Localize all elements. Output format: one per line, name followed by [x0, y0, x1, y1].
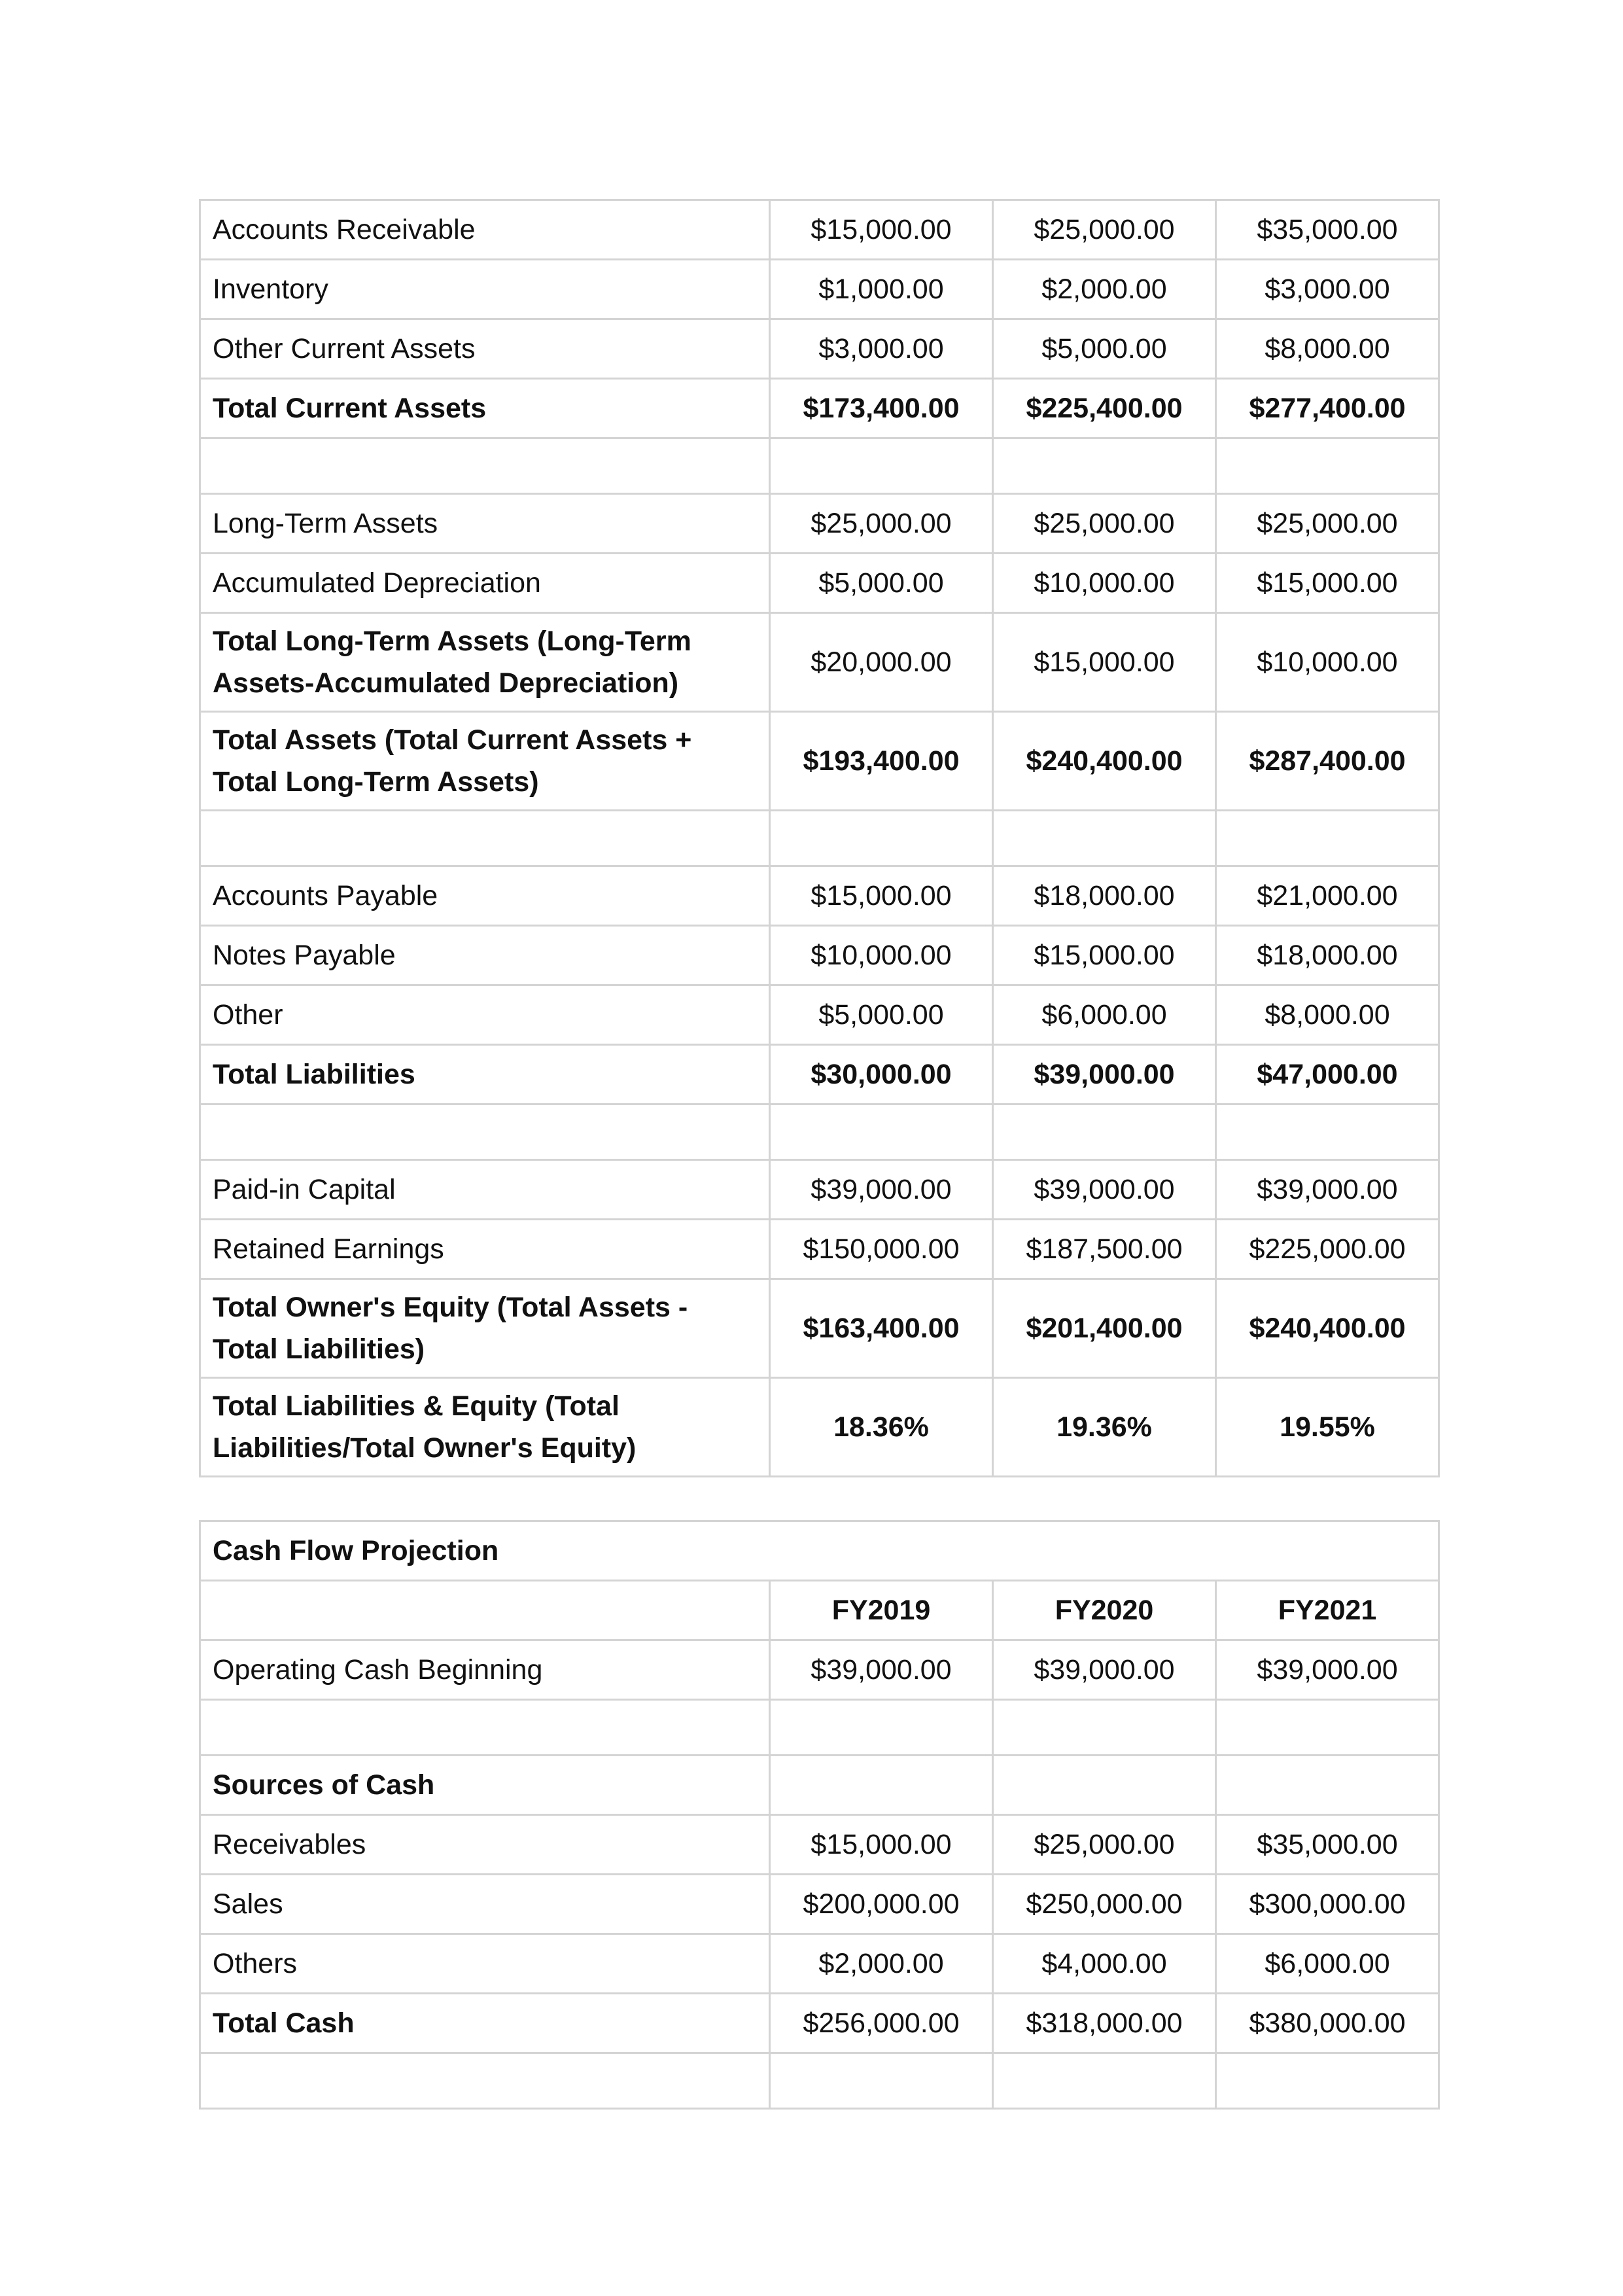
balance-sheet-table	[199, 199, 1440, 1477]
table-row	[200, 494, 1439, 554]
table-row	[200, 319, 1439, 379]
cell-fy2019: $39,000.00	[770, 1160, 993, 1220]
cell-fy2020: $39,000.00	[993, 1045, 1216, 1104]
cell-fy2020: $25,000.00	[993, 1815, 1216, 1875]
empty-cell	[770, 1700, 993, 1756]
cell-fy2020: $18,000.00	[993, 866, 1216, 926]
cell-fy2020: $6,000.00	[993, 985, 1216, 1045]
cell-fy2019: $20,000.00	[770, 613, 993, 712]
row-label: Long-Term Assets	[200, 494, 770, 554]
cell-fy2019: $5,000.00	[770, 985, 993, 1045]
table-row	[200, 712, 1439, 811]
cell-fy2020: $25,000.00	[993, 200, 1216, 260]
empty-cell	[200, 1700, 770, 1756]
empty-cell	[1216, 1104, 1439, 1160]
cell-fy2019: $256,000.00	[770, 1994, 993, 2053]
cell-fy2020: $187,500.00	[993, 1220, 1216, 1279]
row-label: Total Assets (Total Current Assets + Total Long-Term Assets)	[200, 712, 770, 811]
row-label: Inventory	[200, 260, 770, 319]
cell-fy2019: $5,000.00	[770, 554, 993, 613]
cell-fy2019: 18.36%	[770, 1378, 993, 1477]
row-label: Total Liabilities	[200, 1045, 770, 1104]
cell-fy2020: $201,400.00	[993, 1279, 1216, 1378]
row-label: Operating Cash Beginning	[200, 1640, 770, 1700]
cell-fy2020: $25,000.00	[993, 494, 1216, 554]
row-label: Retained Earnings	[200, 1220, 770, 1279]
cell-fy2019: $150,000.00	[770, 1220, 993, 1279]
cell-fy2021: $39,000.00	[1216, 1640, 1439, 1700]
cell-fy2021: $35,000.00	[1216, 1815, 1439, 1875]
cell-fy2020: $39,000.00	[993, 1160, 1216, 1220]
row-label: Total Owner's Equity (Total Assets - Total Liabilities)	[200, 1279, 770, 1378]
row-label: Total Current Assets	[200, 379, 770, 438]
cash-flow-table	[199, 1520, 1440, 2110]
empty-cell	[993, 811, 1216, 866]
cell-fy2020: $240,400.00	[993, 712, 1216, 811]
cell-fy2020: $10,000.00	[993, 554, 1216, 613]
empty-cell	[1216, 2053, 1439, 2109]
cell-fy2021: $287,400.00	[1216, 712, 1439, 811]
header-fy2019: FY2019	[770, 1581, 993, 1640]
empty-cell	[993, 438, 1216, 494]
section-label: Sources of Cash	[200, 1756, 770, 1815]
row-label: Paid-in Capital	[200, 1160, 770, 1220]
cell-fy2021: $18,000.00	[1216, 926, 1439, 985]
row-label: Receivables	[200, 1815, 770, 1875]
empty-cell	[770, 811, 993, 866]
empty-cell	[993, 2053, 1216, 2109]
cell-fy2021: $39,000.00	[1216, 1160, 1439, 1220]
cell-fy2019: $200,000.00	[770, 1875, 993, 1934]
cell-fy2019: $193,400.00	[770, 712, 993, 811]
cell-fy2020: $4,000.00	[993, 1934, 1216, 1994]
cell-fy2020: $15,000.00	[993, 926, 1216, 985]
cell-fy2019: $30,000.00	[770, 1045, 993, 1104]
cell-fy2019: $10,000.00	[770, 926, 993, 985]
table-row	[200, 926, 1439, 985]
header-fy2021: FY2021	[1216, 1581, 1439, 1640]
empty-cell	[200, 438, 770, 494]
cell-fy2020: $5,000.00	[993, 319, 1216, 379]
row-label: Notes Payable	[200, 926, 770, 985]
cell-fy2021: $300,000.00	[1216, 1875, 1439, 1934]
cell-fy2019: $3,000.00	[770, 319, 993, 379]
table-row	[200, 1815, 1439, 1875]
header-fy2020: FY2020	[993, 1581, 1216, 1640]
cell-fy2019: $15,000.00	[770, 200, 993, 260]
section-row	[200, 1756, 1439, 1815]
cell-fy2021: $380,000.00	[1216, 1994, 1439, 2053]
table-row	[200, 1994, 1439, 2053]
table-row	[200, 1875, 1439, 1934]
cell-fy2021: $10,000.00	[1216, 613, 1439, 712]
row-label: Other	[200, 985, 770, 1045]
empty-cell	[770, 1104, 993, 1160]
row-label: Total Liabilities & Equity (Total Liabilities/Total Owner's Equity)	[200, 1378, 770, 1477]
cell-fy2019: $25,000.00	[770, 494, 993, 554]
table-row	[200, 1220, 1439, 1279]
row-label: Sales	[200, 1875, 770, 1934]
empty-cell	[1216, 1756, 1439, 1815]
cell-fy2021: 19.55%	[1216, 1378, 1439, 1477]
cell-fy2020: $2,000.00	[993, 260, 1216, 319]
cell-fy2019: $15,000.00	[770, 1815, 993, 1875]
spacer-row	[200, 1700, 1439, 1756]
cell-fy2021: $21,000.00	[1216, 866, 1439, 926]
row-label: Accounts Receivable	[200, 200, 770, 260]
empty-header-cell	[200, 1581, 770, 1640]
header-row	[200, 1581, 1439, 1640]
empty-cell	[1216, 438, 1439, 494]
table-row	[200, 985, 1439, 1045]
cell-fy2020: $15,000.00	[993, 613, 1216, 712]
cell-fy2019: $1,000.00	[770, 260, 993, 319]
cell-fy2020: $225,400.00	[993, 379, 1216, 438]
table-row	[200, 260, 1439, 319]
empty-cell	[200, 811, 770, 866]
empty-cell	[993, 1756, 1216, 1815]
cell-fy2021: $35,000.00	[1216, 200, 1439, 260]
table-row	[200, 379, 1439, 438]
spacer-row	[200, 2053, 1439, 2109]
table-row	[200, 1045, 1439, 1104]
cell-fy2019: $173,400.00	[770, 379, 993, 438]
cell-fy2019: $2,000.00	[770, 1934, 993, 1994]
empty-cell	[200, 1104, 770, 1160]
cell-fy2020: $318,000.00	[993, 1994, 1216, 2053]
cell-fy2019: $163,400.00	[770, 1279, 993, 1378]
cell-fy2021: $277,400.00	[1216, 379, 1439, 438]
cell-fy2021: $47,000.00	[1216, 1045, 1439, 1104]
cell-fy2019: $15,000.00	[770, 866, 993, 926]
row-label: Accounts Payable	[200, 866, 770, 926]
table-row	[200, 554, 1439, 613]
empty-cell	[770, 2053, 993, 2109]
row-label: Total Long-Term Assets (Long-Term Assets-Accumulated Depreciation)	[200, 613, 770, 712]
row-label: Accumulated Depreciation	[200, 554, 770, 613]
cell-fy2021: $8,000.00	[1216, 319, 1439, 379]
empty-cell	[770, 438, 993, 494]
empty-cell	[993, 1104, 1216, 1160]
cell-fy2020: 19.36%	[993, 1378, 1216, 1477]
cell-fy2021: $225,000.00	[1216, 1220, 1439, 1279]
row-label: Other Current Assets	[200, 319, 770, 379]
table-title-row	[200, 1521, 1439, 1581]
cell-fy2021: $3,000.00	[1216, 260, 1439, 319]
spacer-row	[200, 438, 1439, 494]
table-row	[200, 613, 1439, 712]
table-row	[200, 1934, 1439, 1994]
table-row	[200, 1279, 1439, 1378]
cell-fy2020: $250,000.00	[993, 1875, 1216, 1934]
cell-fy2021: $240,400.00	[1216, 1279, 1439, 1378]
cell-fy2019: $39,000.00	[770, 1640, 993, 1700]
cell-fy2021: $8,000.00	[1216, 985, 1439, 1045]
table-row	[200, 1378, 1439, 1477]
cash-flow-title: Cash Flow Projection	[200, 1521, 1439, 1581]
table-row	[200, 200, 1439, 260]
row-label: Others	[200, 1934, 770, 1994]
table-row	[200, 1640, 1439, 1700]
empty-cell	[993, 1700, 1216, 1756]
table-row	[200, 866, 1439, 926]
table-row	[200, 1160, 1439, 1220]
empty-cell	[770, 1756, 993, 1815]
row-label: Total Cash	[200, 1994, 770, 2053]
empty-cell	[200, 2053, 770, 2109]
spacer-row	[200, 811, 1439, 866]
cell-fy2021: $6,000.00	[1216, 1934, 1439, 1994]
cell-fy2021: $25,000.00	[1216, 494, 1439, 554]
spacer-row	[200, 1104, 1439, 1160]
empty-cell	[1216, 811, 1439, 866]
empty-cell	[1216, 1700, 1439, 1756]
cell-fy2021: $15,000.00	[1216, 554, 1439, 613]
cell-fy2020: $39,000.00	[993, 1640, 1216, 1700]
